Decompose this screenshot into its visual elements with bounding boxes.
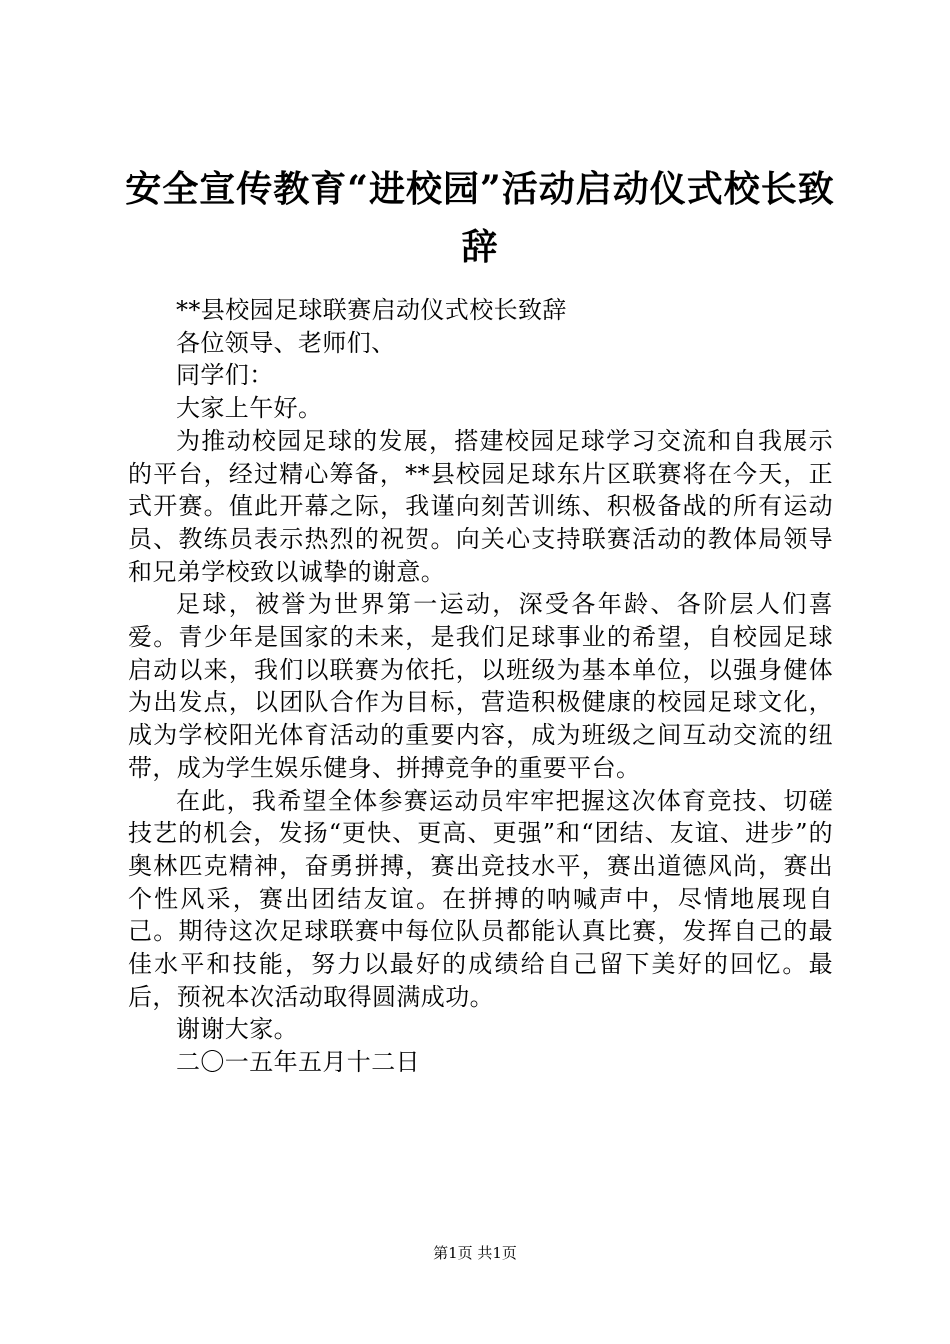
salutation-leaders: 各位领导、老师们、 (176, 328, 396, 357)
body-paragraph-2: 足球，被誉为世界第一运动，深受各年龄、各阶层人们喜爱。青少年是国家的未来，是我们足球事业的希望，自校园足球启动以来，我们以联赛为依托，以班级为基本单位，以强身健体为出发点，以团队合作为目标，营造积极健康的校园足球文化，成为学校阳光体育活动的重要内容，成为班级之间互动交流的纽带，成为学生娱乐健身、拼搏竞争的重要平台。 (128, 590, 833, 782)
speech-heading: **县校园足球联赛启动仪式校长致辞 (176, 296, 567, 324)
salutation-students: 同学们： (176, 361, 274, 390)
closing-thanks: 谢谢大家。 (176, 1015, 298, 1044)
document-title: 安全宣传教育“进校园”活动启动仪式校长致辞 (125, 168, 835, 268)
document-date: 二〇一五年五月十二日 (176, 1048, 420, 1077)
body-paragraph-3: 在此，我希望全体参赛运动员牢牢把握这次体育竞技、切磋技艺的机会，发扬“更快、更高、更强”和“团结、友谊、进步”的奥林匹克精神，奋勇拼搏，赛出竞技水平，赛出道德风尚，赛出个性风采，赛出团结友谊。在拼搏的呐喊声中，尽情地展现自己。期待这次足球联赛中每位队员都能认真比赛，发挥自己的最佳水平和技能，努力以最好的成绩给自己留下美好的回忆。最后，预祝本次活动取得圆满成功。 (128, 786, 833, 1011)
body-paragraph-1: 为推动校园足球的发展，搭建校园足球学习交流和自我展示的平台，经过精心筹备，**县校园足球东片区联赛将在今天，正式开赛。值此开幕之际，我谨向刻苦训练、积极备战的所有运动员、教练员表示热烈的祝贺。向关心支持联赛活动的教体局领导和兄弟学校致以诚挚的谢意。 (128, 426, 833, 586)
greeting: 大家上午好。 (176, 394, 323, 423)
page-footer: 第1页 共1页 (433, 1244, 517, 1262)
document-body (128, 294, 833, 1079)
